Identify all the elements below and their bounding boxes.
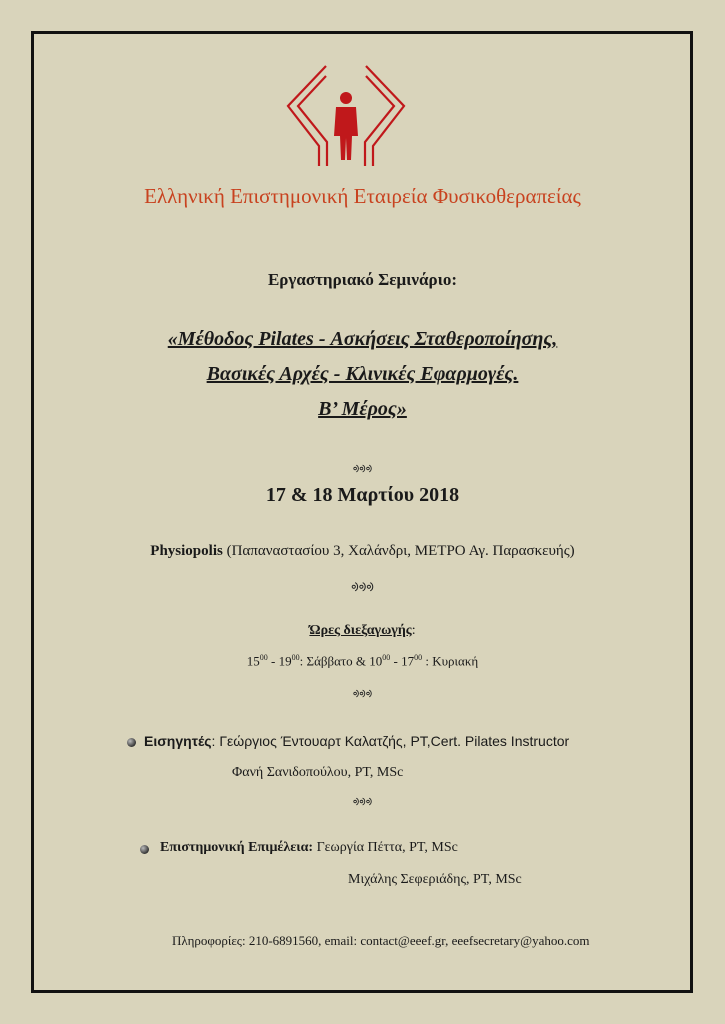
dash: -	[267, 653, 279, 669]
editor-2: Μιχάλης Σεφεριάδης, PT, MSc	[348, 872, 522, 887]
contact-info: Πληροφορίες: 210-6891560, email: contact@eeef.gr, eeefsecretary@yahoo.com	[172, 933, 590, 948]
society-name: Ελληνική Επιστημονική Εταιρεία Φυσικοθεραπείας	[144, 184, 581, 208]
venue-name: Physiopolis	[150, 543, 223, 559]
society-logo	[283, 62, 409, 170]
editor-1: Γεωργία Πέττα, PT, MSc	[313, 840, 458, 855]
sunday-label: : Κυριακή	[422, 653, 479, 669]
saturday-label: : Σάββατο &	[299, 653, 370, 669]
seminar-date: 17 & 18 Μαρτίου 2018	[265, 484, 460, 506]
ornament-divider: ᢀᢀᢀ	[351, 580, 374, 595]
speakers-label: Εισηγητές	[144, 733, 212, 749]
speakers-line	[144, 733, 569, 751]
editors-label: Επιστημονική Επιμέλεια:	[160, 840, 314, 855]
speaker-1: : Γεώργιος Έντουαρτ Καλατζής, PT,Cert. Pilates Instructor	[211, 733, 570, 749]
seminar-label: Εργαστηριακό Σεμινάριο:	[267, 270, 458, 289]
venue-address: (Παπαναστασίου 3, Χαλάνδρι, ΜΕΤΡΟ Αγ. Παρασκευής)	[222, 543, 575, 559]
seminar-title-line-2: Βασικές Αρχές - Κλινικές Εφαρμογές.	[206, 363, 519, 385]
sat-start-min: 00	[259, 653, 268, 662]
sun-end-min: 00	[414, 653, 423, 662]
dash: -	[390, 653, 402, 669]
bullet-icon	[127, 738, 136, 747]
hours-heading	[0, 623, 725, 639]
editors-line	[160, 840, 458, 856]
sun-start-hour: 10	[369, 653, 383, 669]
sat-end-hour: 19	[278, 653, 292, 669]
seminar-title-line-3: Β’ Μέρος»	[318, 398, 407, 420]
speaker-2: Φανή Σανιδοπούλου, PT, MSc	[232, 765, 404, 780]
sat-end-min: 00	[291, 653, 300, 662]
hours-colon: :	[411, 623, 416, 638]
sat-start-hour: 15	[246, 653, 260, 669]
sun-end-hour: 17	[401, 653, 415, 669]
venue-line	[0, 543, 725, 560]
hours-label: Ώρες διεξαγωγής	[309, 623, 412, 638]
ornament-divider: ᢀᢀᢀ	[352, 689, 373, 701]
ornament-divider: ᢀᢀᢀ	[352, 797, 373, 809]
ornament-divider: ᢀᢀᢀ	[352, 464, 373, 476]
seminar-title-line-1: «Μέθοδος Pilates - Ασκήσεις Σταθεροποίησης,	[167, 328, 558, 350]
sun-start-min: 00	[382, 653, 391, 662]
hours-schedule	[0, 653, 725, 669]
bullet-icon	[140, 845, 149, 854]
